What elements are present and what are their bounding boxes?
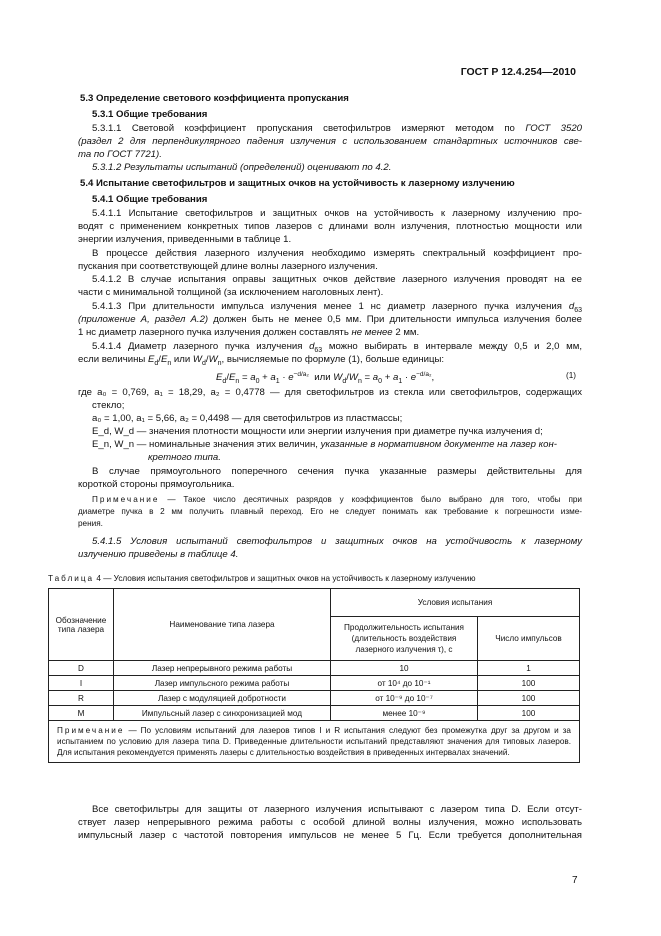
cell-count: 100 — [478, 676, 580, 691]
table-row — [49, 706, 580, 721]
header-laser-type: Обозначение типа лазера — [49, 589, 114, 661]
para-5-4-1-1-line2: водят с применением конкретных типов лазеров с длинами волн излучения, плотностью мощности или — [78, 221, 582, 232]
coef-en-wn-line1: E_n, W_n — номинальные значения этих величин, указанные в нормативном документе на лазер кон- — [92, 439, 557, 450]
final-para-line1: Все светофильтры для защиты от лазерного излучения испытывают с лазером типа D. Если отсут- — [92, 804, 582, 815]
section-5-3-title: 5.3 Определение светового коэффициента пропускания — [80, 93, 349, 104]
note-decimal-line1: Примечание — Такое число десятичных разрядов у коэффициентов было выбрано для того, чтобы при — [92, 495, 583, 504]
para-5-4-1-3-line1: 5.4.1.3 При длительности импульса излучения менее 1 нс диаметр лазерного пучка излучения $d_{63}$ — [92, 301, 582, 314]
table-4-caption: Таблица 4 — Условия испытания светофильтров и защитных очков на устойчивость к лазерному излучению — [48, 574, 476, 583]
document-code: ГОСТ Р 12.4.254—2010 — [460, 66, 576, 78]
note-decimal-line2: диаметре пучка в 2 мм получить плавный переход. Его не следует понимать как требование к погрешности изме- — [78, 507, 582, 516]
para-5-4-1-4-line2: если величины $E_d/E_n$ или $W_d/W_n$, вычисляемые по формуле (1), больше единицы: — [78, 354, 445, 367]
cell-count: 100 — [478, 691, 580, 706]
cell-type: I — [49, 676, 114, 691]
para-process-line2: пускания при соответствующей длине волны лазерного излучения. — [78, 261, 378, 272]
cell-name: Импульсный лазер с синхронизацией мод — [114, 706, 331, 721]
cell-duration: от 10⁻⁹ до 10⁻⁷ — [331, 691, 478, 706]
section-5-4-1-title: 5.4.1 Общие требования — [92, 194, 208, 205]
table-row — [49, 691, 580, 706]
header-laser-name: Наименование типа лазера — [114, 589, 331, 661]
para-5-4-1-3-line2: (приложение А, раздел А.2) должен быть не менее 0,5 мм. При длительности импульса излучения более — [78, 314, 582, 325]
coef-en-wn-line2: кретного типа. — [148, 452, 221, 463]
cell-type: D — [49, 661, 114, 676]
header-test-conditions: Условия испытания — [331, 589, 580, 617]
page-number: 7 — [572, 875, 578, 886]
cell-count: 100 — [478, 706, 580, 721]
final-para-line3: импульсный лазер с частотой повторения импульсов не менее 5 Гц. Если требуется дополнительная — [78, 830, 582, 841]
cell-duration: 10 — [331, 661, 478, 676]
table-4-note: Примечание — По условиям испытаний для лазеров типов I и R испытания следуют без промежутка друг за другом и за испытанием по условию для лазера типа D. Приведенные длительности испытаний представляют значения для типовых лазеров. Для испытания рекомендуется применять лазеры с длительностью воздействия в приведенных интервалах значений. — [49, 721, 580, 763]
table-row — [49, 676, 580, 691]
coef-plastic: a₀ = 1,00, a₁ = 5,66, a₂ = 0,4498 — для светофильтров из пластмассы; — [92, 413, 403, 424]
cell-type: M — [49, 706, 114, 721]
coef-glass-line1: где a₀ = 0,769, a₁ = 18,29, a₂ = 0,4778 — для светофильтров из стекла или светофильтров, содержащих — [78, 387, 582, 398]
para-5-4-1-1-line3: энергии излучения, приведенными в таблице 1. — [78, 234, 292, 245]
para-rect-line2: короткой стороны прямоугольника. — [78, 479, 235, 490]
para-5-3-1-1-line2: (раздел 2 для перпендикулярного падения излучения с использованием стандартных источников све- — [78, 136, 582, 147]
note-decimal-line3: рения. — [78, 519, 103, 528]
cell-name: Лазер с модуляцией добротности — [114, 691, 331, 706]
para-5-4-1-5-line2: излучению приведены в таблице 4. — [78, 549, 239, 560]
para-5-4-1-2-line1: 5.4.1.2 В случае испытания оправы защитных очков действие лазерного излучения проводят на ее — [92, 274, 582, 285]
para-5-3-1-1-line3: та по ГОСТ 7721). — [78, 149, 162, 160]
para-rect-line1: В случае прямоугольного поперечного сечения пучка указанные размеры действительны для — [92, 466, 582, 477]
para-5-4-1-4-line1: 5.4.1.4 Диаметр лазерного пучка излучения $d_{63}$ можно выбирать в интервале между 0,5 и 2,0 мм, — [92, 341, 582, 354]
para-5-3-1-2: 5.3.1.2 Результаты испытаний (определений) оценивают по 4.2. — [92, 162, 392, 173]
cell-name: Лазер импульсного режима работы — [114, 676, 331, 691]
cell-duration: менее 10⁻⁹ — [331, 706, 478, 721]
para-5-4-1-5-line1: 5.4.1.5 Условия испытаний светофильтров и защитных очков на устойчивость к лазерному — [92, 536, 582, 547]
para-5-3-1-1-line1: 5.3.1.1 Световой коэффициент пропускания светофильтров измеряют методом по ГОСТ 3520 — [92, 123, 583, 134]
cell-duration: от 10⁴ до 10⁻¹ — [331, 676, 478, 691]
section-5-4-title: 5.4 Испытание светофильтров и защитных очков на устойчивость к лазерному излучению — [80, 178, 515, 189]
final-para-line2: ствует лазер непрерывного режима работы с особой длиной волны излучения, можно использовать — [78, 817, 582, 828]
para-process-line1: В процессе действия лазерного излучения необходимо измерять спектральный коэффициент про- — [92, 248, 582, 259]
formula-number: (1) — [566, 371, 577, 380]
formula-1: $E_d/E_n = a_0 + a_1 \cdot e^{-d/a_2}$ или $W_d/W_n = a_0 + a_1 \cdot e^{-d/a_2}$, — [216, 371, 435, 386]
para-5-4-1-3-line3: 1 нс диаметр лазерного пучка излучения должен составлять не менее 2 мм. — [78, 327, 420, 338]
header-duration: Продолжительность испытания (длительность воздействия лазерного излучения τ), с — [331, 617, 478, 661]
header-pulse-count: Число импульсов — [478, 617, 580, 661]
coef-ed-wd: E_d, W_d — значения плотности мощности или энергии излучения при диаметре пучка излучения d; — [92, 426, 543, 437]
cell-count: 1 — [478, 661, 580, 676]
table-4 — [48, 588, 580, 763]
para-5-4-1-1-line1: 5.4.1.1 Испытание светофильтров и защитных очков на устойчивость к лазерному излучению про- — [92, 208, 582, 219]
para-5-4-1-2-line2: части с минимальной толщиной (за исключением наголовных лент). — [78, 287, 384, 298]
section-5-3-1-title: 5.3.1 Общие требования — [92, 109, 208, 120]
coef-glass-line2: стекло; — [92, 400, 125, 411]
table-row — [49, 661, 580, 676]
cell-type: R — [49, 691, 114, 706]
cell-name: Лазер непрерывного режима работы — [114, 661, 331, 676]
